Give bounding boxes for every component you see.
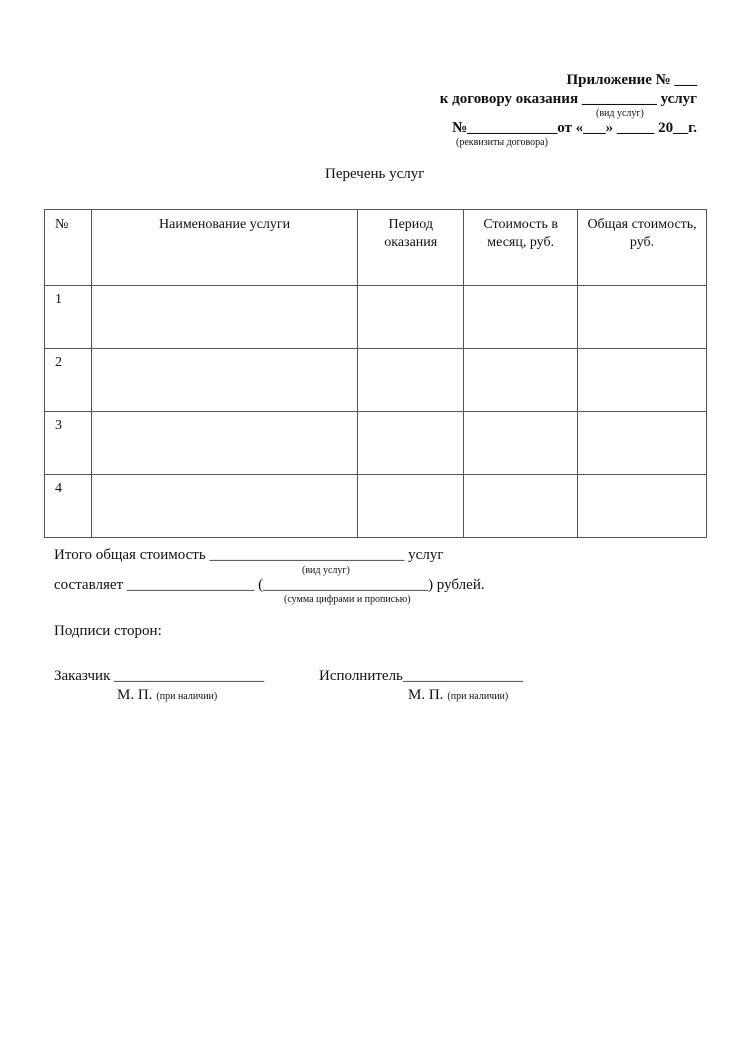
cell-period[interactable] (358, 475, 464, 538)
amount-caption: (сумма цифрами и прописью) (284, 594, 411, 605)
cell-service-name[interactable] (91, 475, 357, 538)
table-row (45, 412, 707, 475)
cell-service-name[interactable] (91, 349, 357, 412)
col-header-total-cost: Общая стоимость, руб. (578, 210, 707, 286)
seal-label: М. П. (408, 687, 444, 703)
table-row (45, 286, 707, 349)
table-row (45, 475, 707, 538)
contract-number-line: №____________от «___» _____ 20__г. (452, 120, 697, 136)
contractor-signature-line: Исполнитель________________ (319, 668, 523, 684)
total-cost-line: Итого общая стоимость __________________________ услуг (54, 547, 444, 563)
cell-service-name[interactable] (91, 286, 357, 349)
cell-total-cost[interactable] (578, 286, 707, 349)
requisites-caption: (реквизиты договора) (456, 137, 548, 148)
table-header-row (45, 210, 707, 286)
customer-signature-line: Заказчик ____________________ (54, 668, 265, 684)
seal-note: (при наличии) (156, 691, 218, 702)
amount-line: составляет _________________ (______________________) рублей. (54, 577, 485, 593)
total-service-type-caption: (вид услуг) (302, 565, 350, 576)
row-number: 3 (45, 412, 92, 475)
cell-monthly-cost[interactable] (464, 475, 578, 538)
customer-seal (117, 686, 217, 704)
col-header-monthly-cost: Стоимость в месяц, руб. (464, 210, 578, 286)
cell-total-cost[interactable] (578, 349, 707, 412)
seal-label: М. П. (117, 687, 153, 703)
appendix-title: Приложение № ___ (566, 72, 697, 88)
cell-monthly-cost[interactable] (464, 286, 578, 349)
cell-period[interactable] (358, 286, 464, 349)
seal-note: (при наличии) (447, 691, 509, 702)
signatures-title: Подписи сторон: (54, 623, 162, 639)
cell-period[interactable] (358, 412, 464, 475)
col-header-number: № (45, 210, 92, 286)
row-number: 2 (45, 349, 92, 412)
list-title: Перечень услуг (325, 166, 425, 182)
col-header-service-name: Наименование услуги (91, 210, 357, 286)
table-row (45, 349, 707, 412)
service-type-caption: (вид услуг) (596, 108, 644, 119)
cell-monthly-cost[interactable] (464, 412, 578, 475)
col-header-period: Период оказания (358, 210, 464, 286)
cell-total-cost[interactable] (578, 412, 707, 475)
row-number: 4 (45, 475, 92, 538)
contractor-seal (408, 686, 508, 704)
services-table (44, 209, 707, 538)
cell-period[interactable] (358, 349, 464, 412)
cell-service-name[interactable] (91, 412, 357, 475)
cell-total-cost[interactable] (578, 475, 707, 538)
row-number: 1 (45, 286, 92, 349)
cell-monthly-cost[interactable] (464, 349, 578, 412)
contract-line: к договору оказания __________ услуг (439, 91, 697, 107)
